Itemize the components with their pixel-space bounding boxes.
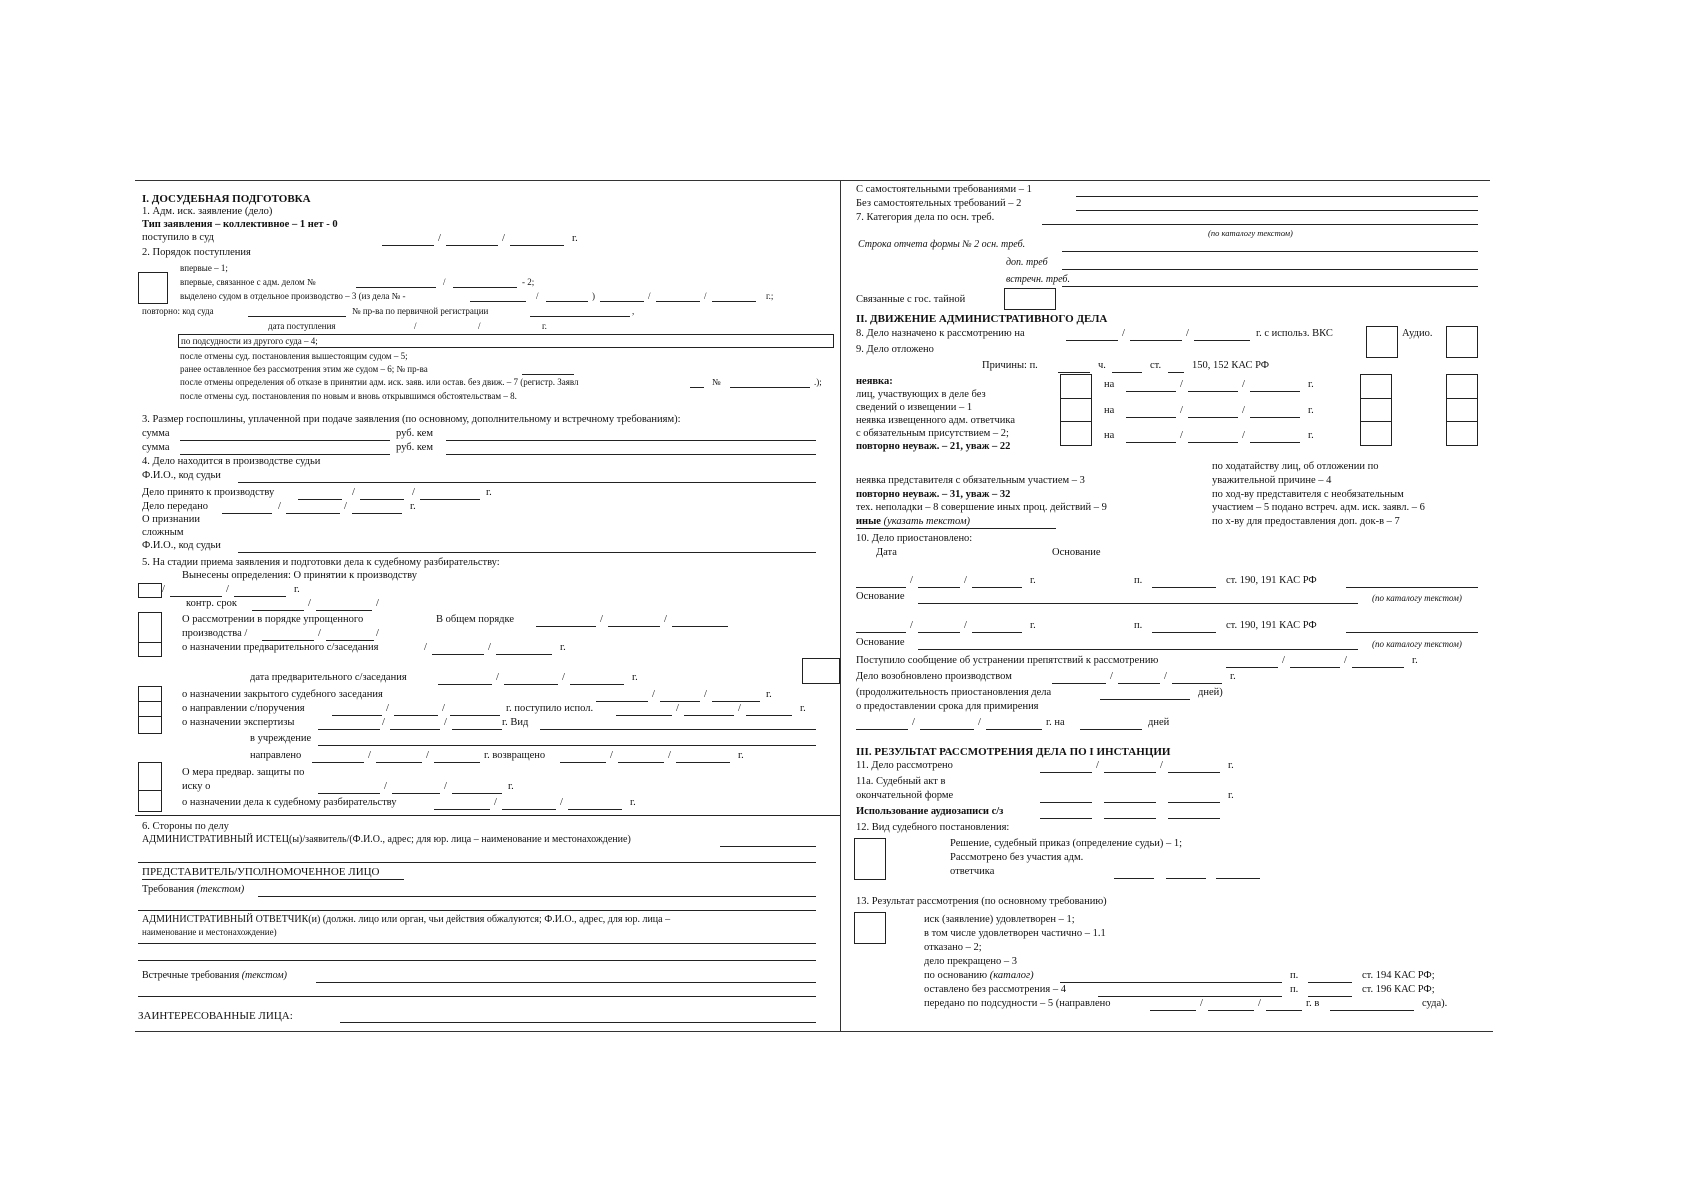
bottom-border: [135, 1031, 1493, 1032]
date-sep: /: [664, 614, 667, 625]
defendant-absence-2: с обязательным присутствием – 2;: [856, 428, 1009, 439]
year-suffix: г.: [1030, 575, 1036, 586]
rep-absence: неявка представителя с обязательным участием – 3: [856, 475, 1085, 486]
transferred-to: г. в: [1306, 998, 1320, 1009]
year-suffix: г.: [410, 501, 416, 512]
without-defendant-1: Рассмотрено без участия адм.: [950, 852, 1084, 863]
result-label: 13. Результат рассмотрения (по основному требованию): [856, 896, 1107, 907]
accepted-label: Дело принято к производству: [142, 487, 275, 498]
point-label: п.: [1134, 620, 1143, 631]
year-suffix: г.: [1228, 790, 1234, 801]
date-sep: /: [412, 487, 415, 498]
complex-label-1: О признании: [142, 514, 200, 525]
preliminary: о назначении предварительного с/заседания: [182, 642, 379, 653]
audio-checkbox[interactable]: [1446, 326, 1478, 358]
suspended-label: 10. Дело приостановлено:: [856, 533, 973, 544]
year-suffix: г.;: [766, 291, 774, 301]
defendant-label-1: АДМИНИСТРАТИВНЫЙ ОТВЕТЧИК(и) (должн. лицо или орган, чьи действия обжалуются; Ф.И.О., адрес, для юр. лица –: [142, 914, 671, 925]
date-sep: /: [488, 642, 491, 653]
year-suffix: г.: [1412, 655, 1418, 666]
duration-label: (продолжительность приостановления дела: [856, 687, 1052, 698]
receipt-jurisdiction: по подсудности из другого суда – 4;: [181, 336, 318, 346]
catalog-note-1: (по каталогу текстом): [1372, 593, 1462, 603]
expertise-vid: г. Вид: [502, 717, 529, 728]
representative-label: ПРЕДСТАВИТЕЛЬ/УПОЛНОМОЧЕННОЕ ЛИЦО: [142, 866, 380, 878]
year-suffix: г.: [486, 487, 492, 498]
date-sep: /: [964, 620, 967, 631]
vks-label: г. с использ. ВКС: [1256, 328, 1333, 339]
date-sep: /: [704, 689, 707, 700]
prep-title: 5. На стадии приема заявления и подготовки дела к судебному разбирательству:: [142, 557, 500, 568]
court-suffix: суда).: [1422, 998, 1448, 1009]
expertise: о назначении экспертизы: [182, 717, 295, 728]
decision-type-checkbox[interactable]: [854, 838, 886, 880]
claims-label: [142, 884, 244, 896]
prelim-date-checkbox[interactable]: [802, 658, 840, 684]
paren-end: .);: [814, 377, 822, 387]
vks-checkbox[interactable]: [1366, 326, 1398, 358]
counter-claims-label: [142, 970, 287, 982]
control-term: контр. срок: [186, 598, 237, 609]
date-sep: /: [318, 628, 321, 639]
point-label: п.: [1290, 984, 1299, 995]
receipt-linked: впервые, связанное с адм. делом №: [180, 277, 316, 287]
date-sep: /: [376, 628, 379, 639]
year-suffix: г.: [766, 689, 772, 700]
fee-rub-label: руб. кем: [396, 428, 433, 439]
petition-4: участием – 5 подано встреч. адм. иск. заявл. – 6: [1212, 502, 1425, 513]
petition-5: по х-ву для предоставления доп. док-в – 7: [1212, 516, 1400, 527]
reconcile-days: дней: [1148, 717, 1170, 728]
on-label: на: [1104, 405, 1115, 416]
reconcile-on: г. на: [1046, 717, 1065, 728]
date-sep: /: [1344, 655, 1347, 666]
result-transferred: передано по подсудности – 5 (направлено: [924, 998, 1111, 1009]
other-text: иные: [856, 516, 881, 527]
decision-type: 12. Вид судебного постановления:: [856, 822, 1010, 833]
date-sep: /: [912, 717, 915, 728]
state-secret-label: Связанные с гос. тайной: [856, 294, 966, 305]
plaintiff-label: АДМИНИСТРАТИВНЫЙ ИСТЕЦ(ы)/заявитель/(Ф.И.О., адрес; для юр. лица – наименование и местонахождение): [142, 834, 631, 845]
year-suffix: г.: [1308, 379, 1314, 390]
receipt-after-cancel: после отмены суд. постановления вышестоящим судом – 5;: [180, 351, 408, 361]
measures-2: иску о: [182, 781, 211, 792]
reasons-label: Причины: п.: [982, 360, 1038, 371]
date-sep: /: [1122, 328, 1125, 339]
persons-2: сведений о извещении – 1: [856, 402, 973, 413]
final-act-1: 11а. Судебный акт в: [856, 776, 946, 787]
result-checkbox[interactable]: [854, 912, 886, 944]
receipt-separated: выделено судом в отдельное производство – 3 (из дела № -: [180, 291, 406, 301]
date-sep: /: [308, 598, 311, 609]
date-sep: /: [1186, 328, 1189, 339]
year-suffix: г.: [632, 672, 638, 683]
prelim-date: дата предварительного с/заседания: [250, 672, 407, 683]
receipt-first: впервые – 1;: [180, 263, 228, 273]
petition-3: по ход-ву представителя с необязательным: [1212, 489, 1404, 500]
measures-1: О мера предвар. защиты по: [182, 767, 305, 778]
date-sep: /: [444, 781, 447, 792]
year-suffix: г.: [294, 584, 300, 595]
date-sep: /: [1242, 405, 1245, 416]
receipt-order-checkbox[interactable]: [138, 272, 168, 304]
suspended-basis: Основание: [1052, 547, 1101, 558]
report-add: доп. треб: [1006, 257, 1048, 268]
date-sep: /: [1282, 655, 1285, 666]
date-sep: /: [964, 575, 967, 586]
section-rule: [135, 815, 840, 816]
general-order: В общем порядке: [436, 614, 515, 625]
reconcile-label: о предоставлении срока для примирения: [856, 701, 1039, 712]
days-label: дней): [1198, 687, 1223, 698]
final-act-2: окончательной форме: [856, 790, 954, 801]
date-sep: /: [162, 584, 165, 595]
suspended-date: Дата: [876, 547, 897, 558]
fee-sum-label-2: сумма: [142, 442, 170, 453]
date-sep: /: [1200, 998, 1203, 1009]
interested-label: ЗАИНТЕРЕСОВАННЫЕ ЛИЦА:: [138, 1010, 293, 1022]
date-sep: /: [1110, 671, 1113, 682]
result-granted: иск (заявление) удовлетворен – 1;: [924, 914, 1075, 925]
date-sep: /: [1160, 760, 1163, 771]
without-defendant-2: ответчика: [950, 866, 995, 877]
year-suffix: г.: [508, 781, 514, 792]
article-label: ст.: [1150, 360, 1162, 371]
catalog-note-2: (по каталогу текстом): [1372, 639, 1462, 649]
art-194: ст. 194 КАС РФ;: [1362, 970, 1435, 981]
date-sep: /: [444, 717, 447, 728]
simplified-1: О рассмотрении в порядке упрощенного: [182, 614, 364, 625]
kas-190: ст. 190, 191 КАС РФ: [1226, 620, 1317, 631]
date-sep: /: [278, 501, 281, 512]
date-sep: /: [376, 598, 379, 609]
judge-fio-2: Ф.И.О., код судьи: [142, 540, 221, 551]
top-border: [135, 180, 1490, 181]
date-sep: /: [1180, 379, 1183, 390]
acceptance-checkbox[interactable]: [138, 583, 162, 598]
date-sep: /: [1164, 671, 1167, 682]
date-sep: /: [704, 291, 707, 301]
absence-box-1[interactable]: [1060, 374, 1092, 446]
sent-label: направлено: [250, 750, 302, 761]
year-suffix: г.: [1030, 620, 1036, 631]
date-sep: /: [478, 321, 481, 331]
report-counter: встречн. треб.: [1006, 274, 1070, 285]
defendant-label-2: наименование и местонахождение): [142, 927, 277, 937]
fee-rub-label-2: руб. кем: [396, 442, 433, 453]
judge-title: 4. Дело находится в производстве судьи: [142, 456, 321, 467]
fee-sum-label: сумма: [142, 428, 170, 439]
on-label: на: [1104, 379, 1115, 390]
institution: в учреждение: [250, 733, 312, 744]
date-sep: /: [442, 703, 445, 714]
year-suffix: г.: [542, 321, 547, 331]
year-suffix: г.: [560, 642, 566, 653]
rep-repeat: повторно неуваж. – 31, уваж – 32: [856, 489, 1011, 500]
date-sep: /: [652, 689, 655, 700]
receipt-new-circ: после отмены суд. постановления по новым и вновь открывшимся обстоятельствам – 8.: [180, 391, 517, 401]
part-label: ч.: [1098, 360, 1106, 371]
considered-label: 11. Дело рассмотрено: [856, 760, 953, 771]
result-title: III. РЕЗУЛЬТАТ РАССМОТРЕНИЯ ДЕЛА ПО I ИНСТАНЦИИ: [856, 746, 1171, 758]
received-label: поступило в суд: [142, 232, 214, 243]
returned-label: г. возвращено: [484, 750, 546, 761]
simplified-2: производства /: [182, 628, 248, 639]
assigned-label: 8. Дело назначено к рассмотрению на: [856, 328, 1025, 339]
year-suffix: г.: [800, 703, 806, 714]
obstacles-notice: Поступило сообщение об устранении препятствий к рассмотрению: [856, 655, 1159, 666]
defendant-absence-1: неявка извещенного адм. ответчика: [856, 415, 1016, 426]
claims-note: (текстом): [196, 884, 245, 895]
tech-issues: тех. неполадки – 8 совершение иных проц. действий – 9: [856, 502, 1107, 513]
claim-type-label: Тип заявления – коллективное – 1 нет - 0: [142, 219, 338, 230]
counter-text: Встречные требования: [142, 970, 240, 981]
dependent-claims: Без самостоятельных требований – 2: [856, 198, 1022, 209]
absence-box-3[interactable]: [1446, 374, 1478, 446]
receipt-repeat: повторно: код суда: [142, 306, 214, 316]
complex-label-2: сложным: [142, 527, 184, 538]
receipt-earlier: ранее оставленное без рассмотрения этим же судом – 6; № пр-ва: [180, 364, 428, 374]
decision-option: Решение, судебный приказ (определение судьи) – 1;: [950, 838, 1183, 849]
art-196: ст. 196 КАС РФ;: [1362, 984, 1435, 995]
kas-150: 150, 152 КАС РФ: [1192, 360, 1270, 371]
closed-session: о назначении закрытого судебного заседания: [182, 689, 383, 700]
column-divider: [840, 180, 841, 1031]
basis-label-1: Основание: [856, 591, 905, 602]
result-left: оставлено без рассмотрения – 4: [924, 984, 1066, 995]
year-suffix: г.: [1230, 671, 1236, 682]
repeat-absence: повторно неуваж. – 21, уваж – 22: [856, 441, 1011, 452]
date-sep: /: [562, 672, 565, 683]
date-sep: /: [1096, 760, 1099, 771]
claims-text: Требования: [142, 884, 195, 895]
date-sep: /: [226, 584, 229, 595]
prep-issued: Вынесены определения: О принятии к производству: [182, 570, 417, 581]
date-sep: /: [386, 703, 389, 714]
receipt-date-label: дата поступления: [268, 321, 336, 331]
date-sep: /: [1258, 998, 1261, 1009]
year-suffix: г.: [630, 797, 636, 808]
date-sep: /: [610, 750, 613, 761]
date-sep: /: [368, 750, 371, 761]
result-basis: [924, 970, 1034, 982]
movement-title: II. ДВИЖЕНИЕ АДМИНИСТРАТИВНОГО ДЕЛА: [856, 313, 1108, 325]
kas-190: ст. 190, 191 КАС РФ: [1226, 575, 1317, 586]
postponed-label: 9. Дело отложено: [856, 344, 934, 355]
other-note: (указать текстом): [883, 516, 971, 527]
year-suffix: г.: [1228, 760, 1234, 771]
basis-text: по основанию: [924, 970, 988, 981]
judge-fio: Ф.И.О., код судьи: [142, 470, 221, 481]
petition-2: уважительной причине – 4: [1212, 475, 1332, 486]
audio-recording: Использование аудиозаписи с/з: [856, 806, 1004, 817]
date-sep: /: [426, 750, 429, 761]
result-partial: в том числе удовлетворен частично – 1.1: [924, 928, 1106, 939]
result-refused: отказано – 2;: [924, 942, 982, 953]
date-sep: /: [910, 620, 913, 631]
date-sep: /: [382, 717, 385, 728]
date-sep: /: [384, 781, 387, 792]
catalog-text: (каталог): [989, 970, 1034, 981]
measures-checkbox[interactable]: [138, 762, 162, 812]
year-suffix: г.: [572, 233, 578, 244]
fee-title: 3. Размер госпошлины, уплаченной при подаче заявления (по основному, дополнительному и встречному требованиям):: [142, 414, 681, 425]
persons-1: лиц, участвующих в деле без: [856, 389, 986, 400]
parties-title: 6. Стороны по делу: [142, 821, 229, 832]
date-sep: /: [536, 291, 539, 301]
other-reasons: [856, 516, 970, 528]
date-sep: /: [560, 797, 563, 808]
date-sep: /: [1242, 430, 1245, 441]
date-sep: /: [668, 750, 671, 761]
point-label: п.: [1290, 970, 1299, 981]
category-note: (по каталогу текстом): [1208, 228, 1293, 238]
date-sep: /: [414, 321, 417, 331]
procedure-checkbox[interactable]: [138, 612, 162, 657]
resumed-label: Дело возобновлено производством: [856, 671, 1012, 682]
absence-box-2[interactable]: [1360, 374, 1392, 446]
commission: о направлении с/поручения: [182, 703, 305, 714]
comma: ,: [632, 306, 635, 316]
date-sep: /: [424, 642, 427, 653]
year-suffix: г.: [1308, 430, 1314, 441]
trial-assign: о назначении дела к судебному разбирательству: [182, 797, 397, 808]
date-sep: /: [443, 277, 446, 287]
counter-note: (текстом): [241, 970, 287, 981]
date-sep: /: [496, 672, 499, 683]
independent-claims: С самостоятельными требованиями – 1: [856, 184, 1032, 195]
date-sep: /: [438, 233, 441, 244]
date-sep: /: [600, 614, 603, 625]
date-sep: /: [1180, 430, 1183, 441]
year-suffix: г.: [738, 750, 744, 761]
basis-label-2: Основание: [856, 637, 905, 648]
date-sep: /: [676, 703, 679, 714]
on-label: на: [1104, 430, 1115, 441]
petition-1: по ходатайству лиц, об отложении по: [1212, 461, 1379, 472]
receipt-after-refusal: после отмены определения об отказе в принятии адм. иск. заяв. или остав. без движ. – 7 (регистр. Заявл: [180, 377, 579, 387]
receipt-repeat-mid: № пр-ва по первичной регистрации: [352, 306, 489, 316]
receipt-order-title: 2. Порядок поступления: [142, 247, 251, 258]
date-sep: /: [978, 717, 981, 728]
date-sep: /: [352, 487, 355, 498]
paren-close: ): [592, 291, 595, 301]
state-secret-checkbox[interactable]: [1004, 288, 1056, 310]
year-suffix: г.: [1308, 405, 1314, 416]
date-sep: /: [502, 233, 505, 244]
date-sep: /: [648, 291, 651, 301]
absence-label: неявка:: [856, 376, 893, 387]
date-sep: /: [1180, 405, 1183, 416]
date-sep: /: [910, 575, 913, 586]
hearing-checkbox[interactable]: [138, 686, 162, 734]
section-title-pretrial: I. ДОСУДЕБНАЯ ПОДГОТОВКА: [142, 193, 311, 205]
transferred-label: Дело передано: [142, 501, 208, 512]
report-line: Строка отчета формы № 2 осн. треб.: [858, 239, 1026, 250]
received-exec: г. поступило испол.: [506, 703, 594, 714]
result-terminated: дело прекращено – 3: [924, 956, 1018, 967]
receipt-linked-end: - 2;: [522, 277, 535, 287]
date-sep: /: [738, 703, 741, 714]
number-sign: №: [712, 377, 721, 387]
date-sep: /: [1242, 379, 1245, 390]
audio-label: Аудио.: [1402, 328, 1433, 339]
date-sep: /: [344, 501, 347, 512]
date-sep: /: [494, 797, 497, 808]
point-label: п.: [1134, 575, 1143, 586]
claim-label: 1. Адм. иск. заявление (дело): [142, 206, 273, 217]
category-label: 7. Категория дела по осн. треб.: [856, 212, 995, 223]
